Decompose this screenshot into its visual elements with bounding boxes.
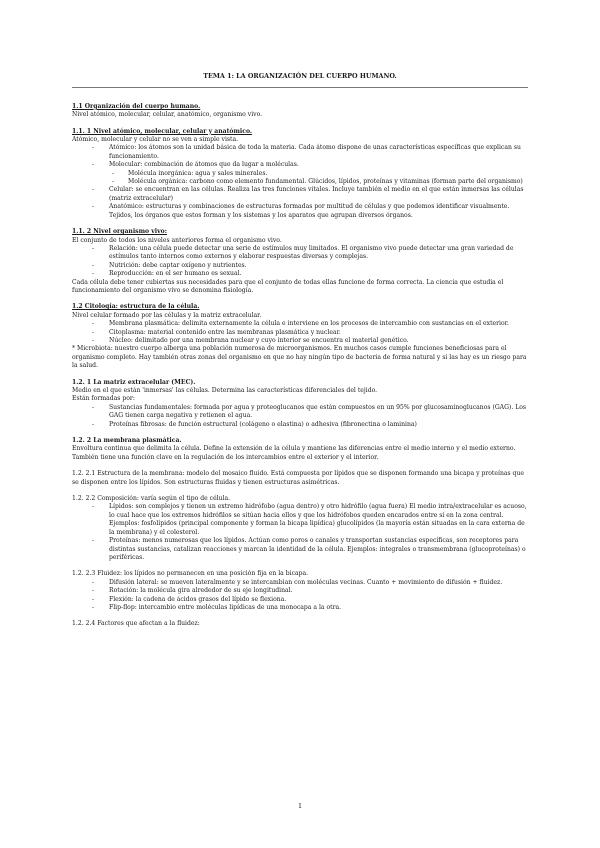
list-item: - Flip-flop: intercambio entre moléculas lipídicas de una monocapa a la otra. [72,604,528,612]
list-item: - Proteínas: menos numerosas que los lípidos. Actúan como poros o canales y transportan sustancias específicas, son receptores para distintas sustancias, catalizan reacciones y marcan la identidad de la célula. Ejemplos: integrales o transmembrana (glucoproteínas) o periféricas. [72,537,528,562]
title-divider [72,87,528,88]
list-subitem: - Molécula inorgánica: agua y sales minerales. [72,170,528,178]
list-item: - Citoplasma: material contenido entre las membranas plasmática y nuclear. [72,329,528,337]
section-1-2-list [72,320,528,345]
list-item: - Nutrición: debe captar oxígeno y nutrientes. [72,262,528,270]
section-1-2-2-3-intro: 1.2. 2.3 Fluidez: los lípidos no permanecen en una posición fija en la bicapa. [72,570,309,578]
section-1-2-intro: Nivel celular formado por las células y la matriz extracelular. [72,311,262,319]
list-subitem: - Molécula orgánica: carbono como elemento fundamental. Glúcidos, lípidos, proteínas y vitaminas (forman parte del organismo) [72,178,528,186]
list-item: - Sustancias fundamentales: formada por agua y proteoglucanos que están compuestos en un 95% por glucosaminoglucanos (GAG). Los GAG tienen carga negativa y retienen el agua. [72,404,528,421]
list-item: - Relación: una célula puede detectar una serie de estímulos muy limitados. El organismo vivo puede detectar una gran variedad de estímulos tanto internos como externos y elaborar respuestas diversas y complejas. [72,245,528,262]
section-1-1-2-closing: Cada célula debe tener cubiertas sus necesidades para que el conjunto de todas ellas funcione de forma correcta. La ciencia que estudia el funcionamiento del organismo vivo se denomina fisiología. [72,278,504,294]
list-item: - Rotación: la molécula gira alrededor de su eje longitudinal. [72,587,528,595]
section-1-1-2-intro: El conjunto de todos los niveles anteriores forma el organismo vivo. [72,236,282,244]
list-item: - Flexión: la cadena de ácidos grasos del lípido se flexiona. [72,596,528,604]
list-item: - Anatómico: estructuras y combinaciones de estructuras formadas por multitud de células y que podemos identificar visualmente. Tejidos, los órganos que estos forman y los sistemas y los aparatos que agrupan diversos órganos. [72,203,528,220]
section-1-2-2-4-intro: 1.2. 2.4 Factores que afectan a la fluidez: [72,620,200,628]
section-1-1-1-intro: Atómico, molecular y celular no se ven a simple vista. [72,136,239,144]
section-1-2-2-3-list [72,579,528,613]
list-item: - Proteínas fibrosas: de función estructural (colágeno o elastina) o adhesiva (fibronectina o laminina) [72,421,528,429]
section-1-1-1-heading: 1.1. 1 Nivel atómico, molecular, celular y anatómico. [72,127,253,135]
list-item: - Celular: se encuentran en las células. Realiza las tres funciones vitales. Incluye también el medio en el que están inmersas las células (matriz extracelular) [72,186,528,203]
section-1-2-2-heading: 1.2. 2 La membrana plasmática. [72,437,182,445]
section-1-2-2-1-text: 1.2. 2.1 Estructura de la membrana: modelo del mosaico fluido. Está compuesta por lípidos que se disponen formando una bicapa y proteínas que se disponen entre los lípidos. Son estructuras fluidas y tienen estructuras asimétricas. [72,470,524,486]
section-1-1-1-sublist [72,170,528,187]
section-1-1-1-list [72,144,528,169]
section-1-2-1-heading: 1.2. 1 La matriz extracelular (MEC). [72,378,196,386]
section-1-2-1-line2: Están formadas por: [72,395,135,403]
list-item: - Membrana plasmática: delimita externamente la célula e interviene en los procesos de intercambio con sustancias en el exterior. [72,320,528,328]
section-1-2-1-line1: Medio en el que están 'inmersas' las células. Determina las características diferenciales del tejido. [72,387,378,395]
section-1-1-2-list [72,245,528,279]
section-1-2-2-text: Envoltura continua que delimita la célula. Define la extensión de la célula y mantiene las diferencias entre el medio interno y el medio externo. También tiene una función clave en la regulación de los intercambios entre el exterior y el interior. [72,445,516,461]
section-1-1-heading: 1.1 Organización del cuerpo humano. [72,102,201,110]
list-item: - Núcleo: delimitado por una membrana nuclear y cuyo interior se encuentra el material genético. [72,337,528,345]
page-number: 1 [297,802,303,810]
section-1-2-heading: 1.2 Citología: estructura de la célula. [72,303,200,311]
section-1-1-text: Nivel atómico, molecular, celular, anatómico, organismo vivo. [72,111,263,119]
section-1-1-2-heading: 1.1. 2 Nivel organismo vivo: [72,228,167,236]
list-item: - Reproducción: en el ser humano es sexual. [72,270,528,278]
document-title: TEMA 1: LA ORGANIZACIÓN DEL CUERPO HUMANO. [203,72,397,80]
document-page [72,58,528,629]
list-item: - Difusión lateral: se mueven lateralmente y se intercambian con moléculas vecinas. Cuanto + movimiento de difusión + fluidez. [72,579,528,587]
list-item: - Atómico: los átomos son la unidad básica de toda la materia. Cada átomo dispone de unas características específicas que explican su funcionamiento. [72,144,528,161]
section-1-2-2-2-list [72,503,528,562]
section-1-2-1-list [72,404,528,429]
section-1-2-2-2-intro: 1.2. 2.2 Composición: varía según el tipo de célula. [72,495,231,503]
microbiota-note: * Microbiota: nuestro cuerpo alberga una población numerosa de microorganismos. En muchos casos cumple funciones beneficiosas para el organismo completo. Hay también otras zonas del organismo en que no hay ningún tipo de bacteria de forma natural y si las hay es un riesgo para la salud. [72,345,527,370]
list-item: - Molecular: combinación de átomos que da lugar a moléculas. [72,161,528,169]
list-item: - Lípidos: son complejos y tienen un extremo hidrófobo (agua dentro) y otro hidrófilo (agua fuera) El medio intra/extracelular es acuoso, lo cual hace que los extremos hidrófilos se sitúan hacia ellos y que los hidrófobos queden encarados entre sí en la zona central. Ejemplos: fosfolípidos (principal componente y forman la bicapa lipídica) glucolípidos (la mayoría están situadas en la cara externa de la membrana) y el colesterol. [72,503,528,537]
section-1-1-1-list-continued [72,186,528,220]
